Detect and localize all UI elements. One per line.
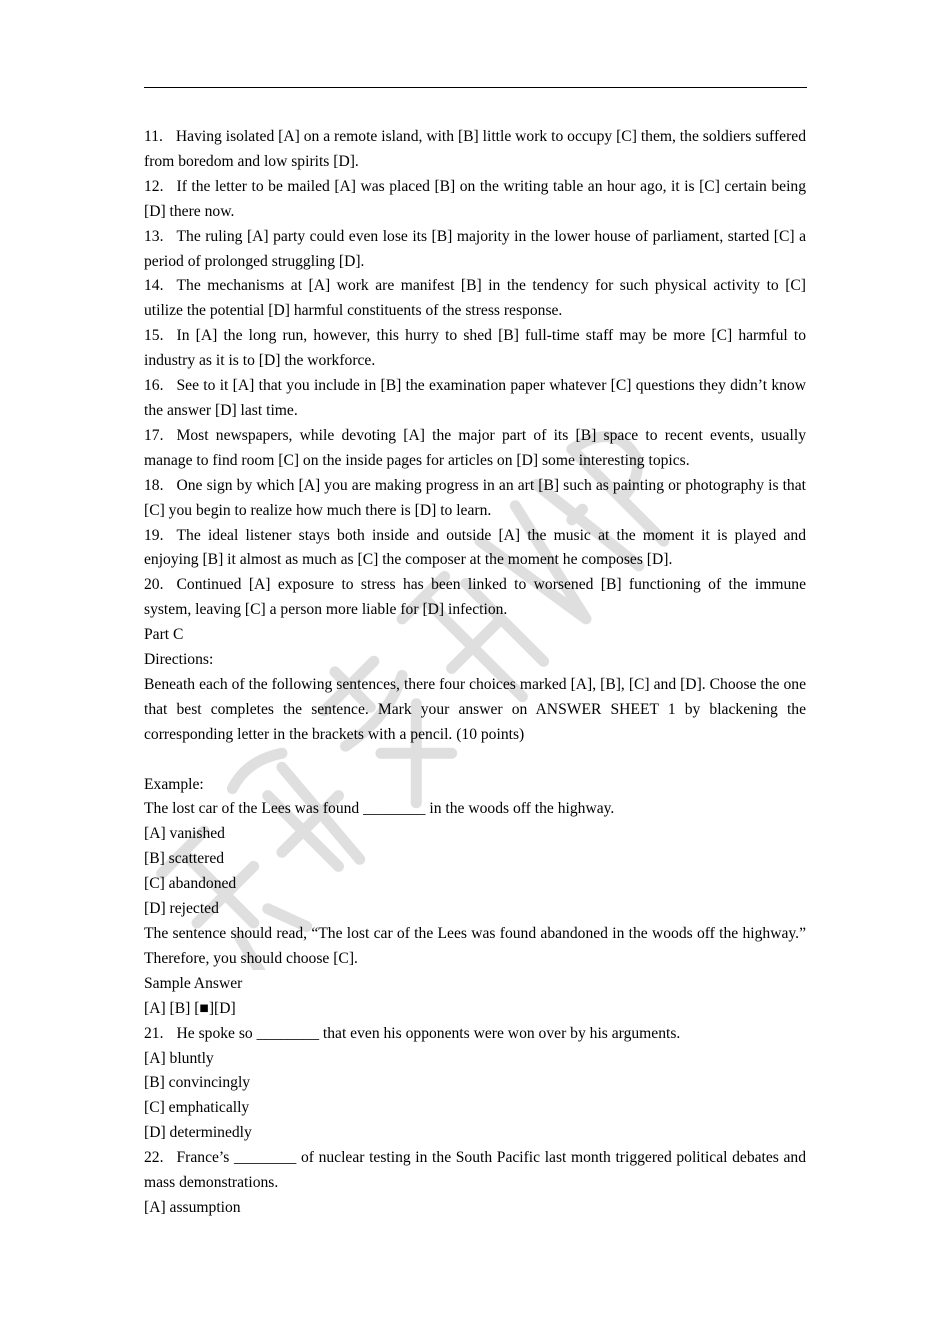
example-label: Example: (144, 775, 204, 793)
question-text: Continued [A] exposure to stress has been linked to worsened [B] functioning of the immune system, leaving [C] a person more liable for [D] infection. (144, 576, 806, 619)
answer-option: [A] bluntly (144, 1049, 214, 1067)
question-item (144, 424, 806, 474)
question-item (144, 573, 806, 623)
question-text: The mechanisms at [A] work are manifest [B] in the tendency for such physical activity to [C] utilize the potential [D] harmful constituents of the stress response. (144, 277, 806, 320)
document-body (144, 125, 806, 1221)
question-number: 17. (144, 426, 164, 444)
question-number: 16. (144, 377, 164, 395)
example-option-d: [D] rejected (144, 900, 219, 918)
sample-answer-label: Sample Answer (144, 974, 243, 992)
question-number: 22. (144, 1149, 164, 1167)
answer-option: [B] convincingly (144, 1074, 251, 1092)
spacer (144, 748, 806, 773)
question-item (144, 274, 806, 324)
question-text: France’s ________ of nuclear testing in the South Pacific last month triggered political debates and mass demonstrations. (144, 1149, 806, 1192)
question-number: 18. (144, 476, 164, 494)
answer-option: [C] emphatically (144, 1099, 250, 1117)
error-correction-questions (144, 125, 806, 623)
question-item (144, 374, 806, 424)
question-number: 21. (144, 1024, 164, 1042)
question-text: Having isolated [A] on a remote island, with [B] little work to occupy [C] them, the soldiers suffered from boredom and low spirits [D]. (144, 128, 806, 170)
question-number: 14. (144, 277, 164, 295)
answer-option: [A] assumption (144, 1198, 241, 1216)
sample-answer: [A] [B] [■][D] (144, 999, 236, 1017)
question-text: See to it [A] that you include in [B] the examination paper whatever [C] questions they didn’t know the answer [D] last time. (144, 377, 806, 419)
question-item (144, 125, 806, 175)
question-text: The ruling [A] party could even lose its [B] majority in the lower house of parliament, started [C] a period of prolonged struggling [D]. (144, 227, 806, 270)
question-item (144, 175, 806, 225)
part-c-title: Part C (144, 626, 184, 644)
question-text: The ideal listener stays both inside and outside [A] the music at the moment it is played and enjoying [B] it almost as much as [C] the composer at the moment he composes [D]. (144, 526, 806, 569)
answer-option: [D] determinedly (144, 1124, 252, 1142)
question-number: 11. (144, 128, 163, 145)
question-item (144, 474, 806, 524)
question-text: In [A] the long run, however, this hurry to shed [B] full-time staff may be more [C] harmful to industry as it is to [D] the workforce. (144, 327, 806, 370)
question-number: 12. (144, 177, 164, 195)
question-item (144, 225, 806, 275)
example-sentence: The lost car of the Lees was found ________ in the woods off the highway. (144, 800, 615, 818)
example-option-a: [A] vanished (144, 825, 225, 843)
example-option-c: [C] abandoned (144, 875, 237, 893)
question-number: 20. (144, 576, 164, 594)
question-text: If the letter to be mailed [A] was placed [B] on the writing table an hour ago, it is [C] certain being [D] there now. (144, 177, 806, 220)
question-item (144, 1146, 806, 1196)
question-number: 15. (144, 327, 164, 345)
directions-label: Directions: (144, 651, 214, 669)
question-text: He spoke so ________ that even his opponents were won over by his arguments. (176, 1024, 681, 1042)
question-item (144, 324, 806, 374)
question-item (144, 524, 806, 574)
question-number: 19. (144, 526, 164, 544)
example-option-b: [B] scattered (144, 850, 225, 868)
directions-text: Beneath each of the following sentences, there four choices marked [A], [B], [C] and [D]. Choose the one that best completes the sentence. Mark your answer on ANSWER SHEET 1 by blackening the corresponding letter in the brackets with a pencil. (10 points) (144, 675, 806, 743)
header-rule (144, 87, 807, 88)
vocabulary-questions (144, 1022, 806, 1221)
example-explanation: The sentence should read, “The lost car of the Lees was found abandoned in the woods off the highway.” Therefore, you should choose [C]. (144, 924, 806, 967)
question-text: Most newspapers, while devoting [A] the major part of its [B] space to recent events, usually manage to find room [C] on the inside pages for articles on [D] some interesting topics. (144, 426, 806, 469)
question-number: 13. (144, 227, 164, 245)
question-item (144, 1022, 806, 1047)
question-text: One sign by which [A] you are making progress in an art [B] such as painting or photography is that [C] you begin to realize how much there is [D] to learn. (144, 476, 806, 519)
